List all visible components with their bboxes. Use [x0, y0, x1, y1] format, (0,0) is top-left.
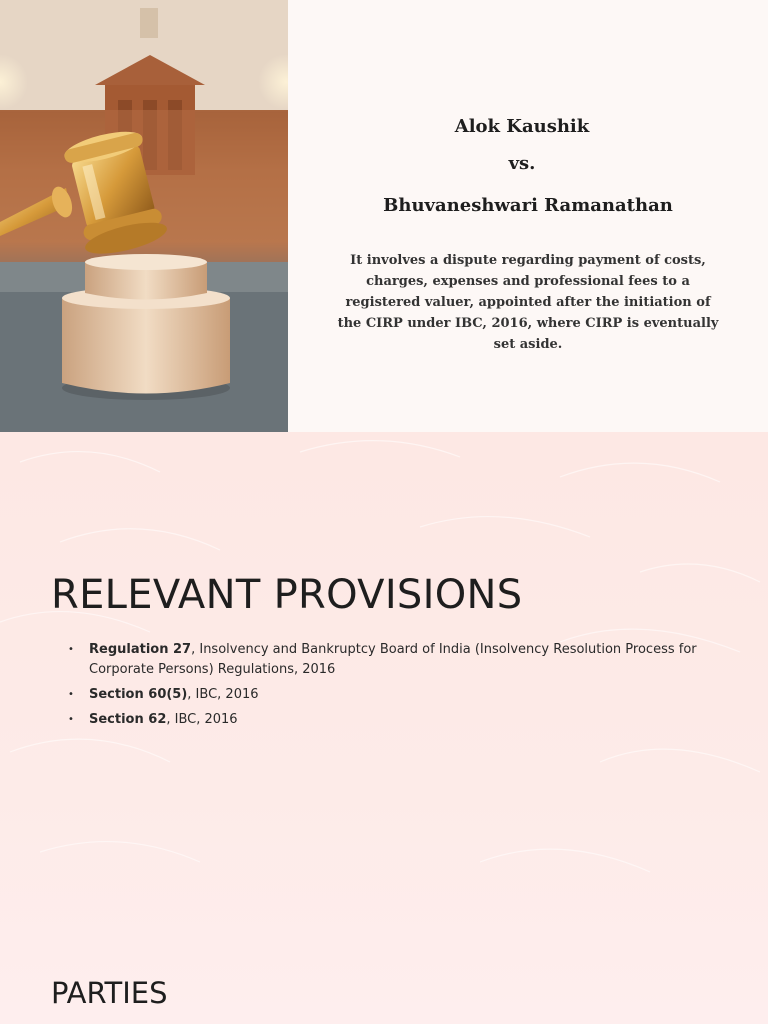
case-header-slide [0, 0, 768, 432]
provision-ref: Section 62 [89, 712, 167, 727]
case-title-block [288, 0, 768, 432]
provision-ref: Regulation 27 [89, 642, 192, 657]
case-summary: It involves a dispute regarding payment of costs, charges, expenses and professional fees to a registered valuer, appointed after the initiation of the CIRP under IBC, 2016, where CIRP is eventually set aside. [337, 253, 719, 352]
versus-label: vs. [508, 153, 536, 174]
bullet-icon: • [68, 689, 74, 700]
bullet-icon: • [68, 644, 74, 655]
provision-desc: , IBC, 2016 [166, 712, 238, 727]
provision-desc: , IBC, 2016 [187, 687, 259, 702]
bullet-icon: • [68, 714, 74, 725]
gavel-illustration [0, 0, 288, 432]
gavel-photo [0, 0, 288, 432]
party-a-name: Alok Kaushik [454, 116, 590, 137]
list-item [68, 710, 708, 730]
list-item [68, 685, 708, 705]
section-title-provisions: RELEVANT PROVISIONS [51, 572, 523, 618]
relevant-provisions-slide [0, 432, 768, 1024]
provision-desc: , Insolvency and Bankruptcy Board of India (Insolvency Resolution Process for Corporate Persons) Regulations, 2016 [89, 642, 697, 677]
list-item [68, 640, 708, 680]
party-b-name: Bhuvaneshwari Ramanathan [383, 195, 673, 216]
provision-ref: Section 60(5) [89, 687, 188, 702]
provisions-list [68, 640, 708, 735]
section-title-parties: PARTIES [51, 976, 168, 1010]
